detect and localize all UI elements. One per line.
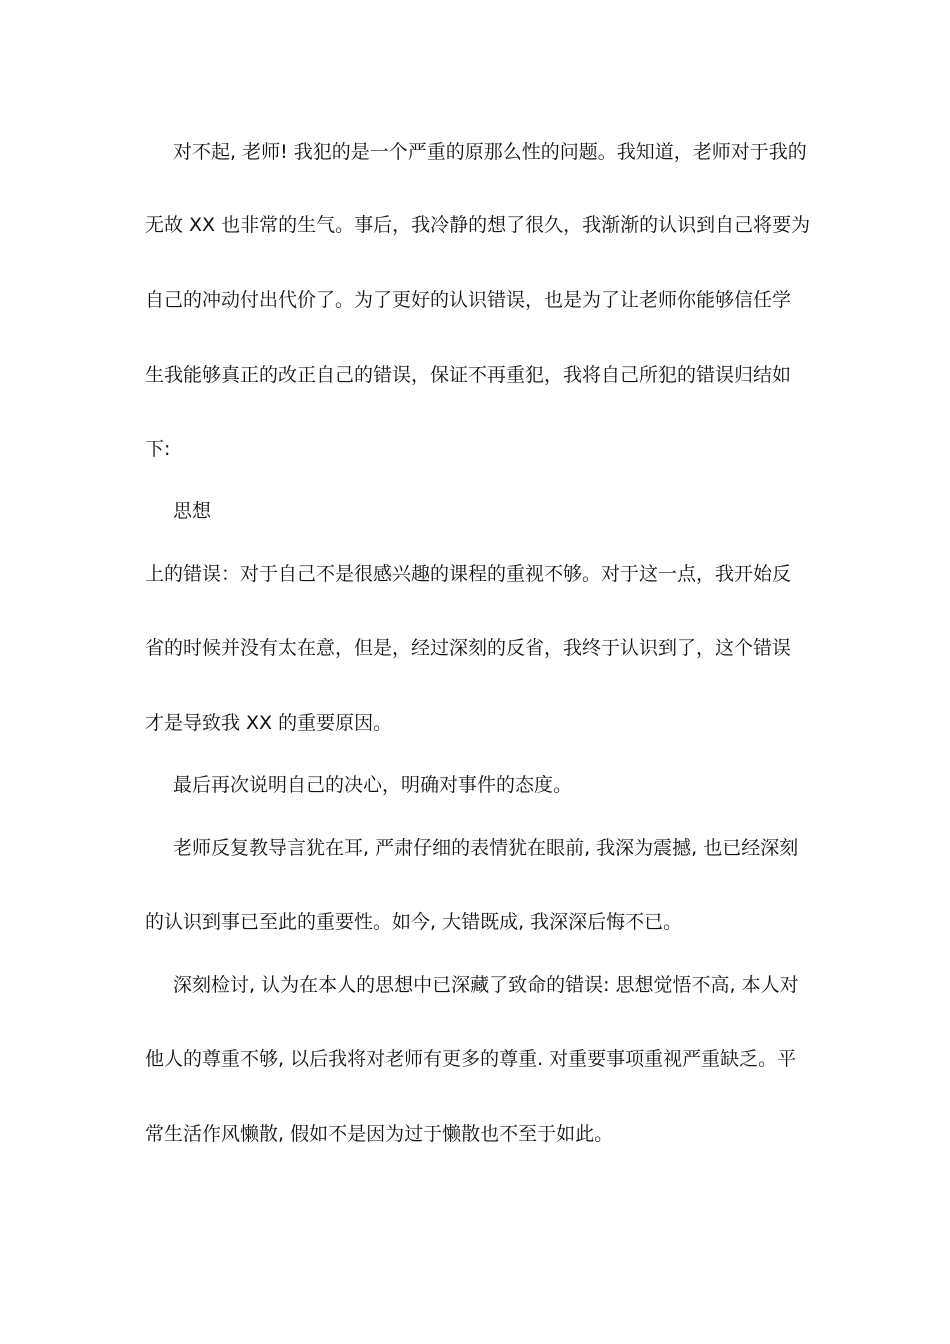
paragraph-line-8: 省的时候并没有太在意，但是，经过深刻的反省，我终于认识到了，这个错误 (145, 637, 792, 659)
paragraph-line-5: 下: (145, 438, 171, 460)
paragraph-line-14: 他人的尊重不够, 以后我将对老师有更多的尊重. 对重要事项重视严重缺乏。平 (145, 1048, 797, 1070)
paragraph-line-12: 的认识到事已至此的重要性。如今, 大错既成, 我深深后悔不已。 (145, 911, 683, 933)
paragraph-line-15: 常生活作风懒散, 假如不是因为过于懒散也不至于如此。 (145, 1123, 614, 1145)
paragraph-line-7: 上的错误：对于自己不是很感兴趣的课程的重视不够。对于这一点，我开始反 (145, 563, 792, 585)
paragraph-line-1: 对不起, 老师! 我犯的是一个严重的原那么性的问题。我知道，老师对于我的 (173, 141, 807, 163)
paragraph-line-10: 最后再次说明自己的决心，明确对事件的态度。 (173, 774, 573, 796)
paragraph-line-2: 无故 XX 也非常的生气。事后，我冷静的想了很久，我渐渐的认识到自己将要为 (145, 214, 811, 236)
section-heading-thought: 思想 (173, 500, 212, 522)
paragraph-line-11: 老师反复教导言犹在耳, 严肃仔细的表情犹在眼前, 我深为震撼, 也已经深刻 (173, 837, 799, 859)
paragraph-line-13: 深刻检讨, 认为在本人的思想中已深藏了致命的错误: 思想觉悟不高, 本人对 (173, 974, 799, 996)
paragraph-line-9: 才是导致我 XX 的重要原因。 (145, 712, 393, 734)
paragraph-line-3: 自己的冲动付出代价了。为了更好的认识错误，也是为了让老师你能够信任学 (145, 289, 792, 311)
paragraph-line-4: 生我能够真正的改正自己的错误，保证不再重犯，我将自己所犯的错误归结如 (145, 364, 792, 386)
